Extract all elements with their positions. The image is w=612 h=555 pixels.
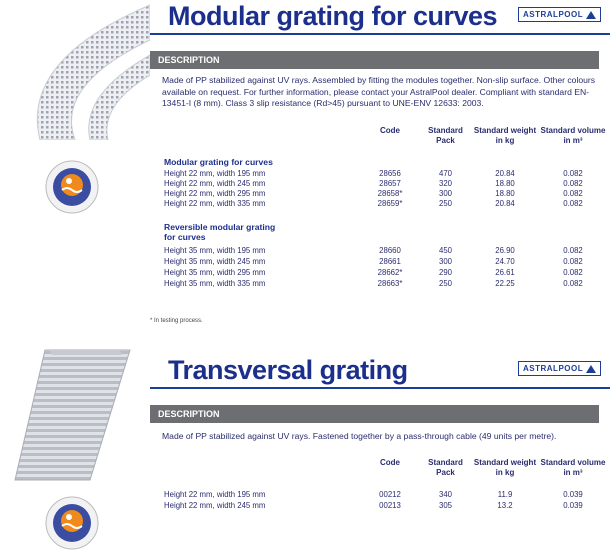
description-text: Made of PP stabilized against UV rays. Fastened together by a pass-through cable (49 units per metre).: [162, 431, 557, 441]
brand-label: ASTRALPOOL: [523, 364, 584, 373]
row-desc: Height 22 mm, width 195 mm: [164, 490, 266, 499]
col-pack-header: [418, 458, 473, 477]
row-code: 28663*: [377, 279, 403, 288]
col-weight-header: [472, 458, 538, 477]
row-volume: 0.082: [563, 189, 583, 198]
row-pack: 320: [438, 179, 452, 188]
group-title: [164, 222, 275, 242]
section-title: Transversal grating: [168, 355, 408, 385]
row-code: 00212: [379, 490, 401, 499]
col-pack-label-2: Pack: [436, 467, 455, 477]
row-pack: 250: [438, 279, 452, 288]
table-row: [0, 257, 612, 267]
row-desc: Height 35 mm, width 295 mm: [164, 268, 266, 277]
col-weight-label-1: Standard weight: [473, 458, 537, 467]
row-code: 28656: [379, 169, 401, 178]
row-weight: 22.25: [495, 279, 515, 288]
row-desc: Height 22 mm, width 335 mm: [164, 199, 266, 208]
col-weight-header: [472, 126, 538, 145]
row-volume: 0.039: [563, 490, 583, 499]
row-weight: 26.90: [495, 246, 515, 255]
triangle-icon: [586, 365, 596, 373]
row-volume: 0.039: [563, 501, 583, 510]
col-volume-header: [538, 458, 608, 477]
row-volume: 0.082: [563, 169, 583, 178]
table-row: [0, 279, 612, 289]
row-desc: Height 22 mm, width 245 mm: [164, 179, 266, 188]
row-pack: 305: [438, 501, 452, 510]
table-row: [0, 189, 612, 199]
row-weight: 20.84: [495, 199, 515, 208]
row-code: 28662*: [377, 268, 403, 277]
row-pack: 340: [438, 490, 452, 499]
row-volume: 0.082: [563, 246, 583, 255]
col-volume-label-1: Standard volume: [540, 458, 606, 467]
col-pack-label-1: Standard: [428, 126, 463, 135]
commercial-pool-badge: [45, 496, 99, 550]
row-code: 28659*: [377, 199, 403, 208]
brand-label: ASTRALPOOL: [523, 10, 584, 19]
col-weight-label-2: in kg: [495, 135, 515, 145]
row-volume: 0.082: [563, 199, 583, 208]
table-row: [0, 169, 612, 179]
row-desc: Height 22 mm, width 245 mm: [164, 501, 266, 510]
astralpool-logo: [518, 361, 601, 376]
group-title-line-1: Reversible modular grating: [164, 222, 276, 232]
table-row: [0, 179, 612, 189]
row-volume: 0.082: [563, 279, 583, 288]
table-row: [0, 246, 612, 256]
page-title: Modular grating for curves: [168, 1, 498, 31]
row-weight: 13.2: [497, 501, 513, 510]
row-pack: 300: [438, 257, 452, 266]
footnote: * In testing process.: [150, 318, 203, 324]
row-code: 28661: [379, 257, 401, 266]
triangle-icon: [586, 11, 596, 19]
row-desc: Height 35 mm, width 335 mm: [164, 279, 266, 288]
col-code-label: Code: [380, 458, 400, 467]
col-code-header: [370, 458, 410, 468]
row-code: 28657: [379, 179, 401, 188]
row-weight: 18.80: [495, 179, 515, 188]
col-code-header: [370, 126, 410, 136]
row-desc: Height 35 mm, width 195 mm: [164, 246, 266, 255]
row-weight: 20.84: [495, 169, 515, 178]
row-pack: 290: [438, 268, 452, 277]
transversal-grating-photo: [10, 345, 140, 485]
description-header: DESCRIPTION: [150, 405, 599, 423]
row-weight: 24.70: [495, 257, 515, 266]
col-pack-header: [418, 126, 473, 145]
row-code: 00213: [379, 501, 401, 510]
row-desc: Height 22 mm, width 295 mm: [164, 189, 266, 198]
group-title: Modular grating for curves: [164, 157, 273, 167]
table-row: [0, 199, 612, 209]
row-weight: 26.61: [495, 268, 515, 277]
row-desc: Height 22 mm, width 195 mm: [164, 169, 266, 178]
col-pack-label-1: Standard: [428, 458, 463, 467]
row-pack: 450: [438, 246, 452, 255]
col-volume-label-2: in m³: [563, 135, 583, 145]
row-volume: 0.082: [563, 257, 583, 266]
table-row: [0, 268, 612, 278]
title-rule: [150, 387, 610, 389]
row-code: 28660: [379, 246, 401, 255]
description-text: Made of PP stabilized against UV rays. Assembled by fitting the modules together. Non-slip surface. Other colours available on request. For further information, please contact your AstralPool dealer. Compliant with standard EN-13451-I (8 mm). Class 3 slip resistance (Rd>45) pursuant to UNE-ENV 12633: 2003.: [162, 75, 596, 108]
row-code: 28658*: [377, 189, 403, 198]
col-weight-label-1: Standard weight: [473, 126, 537, 135]
col-pack-label-2: Pack: [436, 135, 455, 145]
row-volume: 0.082: [563, 179, 583, 188]
astralpool-logo: [518, 7, 601, 22]
col-weight-label-2: in kg: [495, 467, 515, 477]
row-volume: 0.082: [563, 268, 583, 277]
col-volume-label-2: in m³: [563, 467, 583, 477]
title-rule: [150, 33, 610, 35]
row-weight: 11.9: [497, 490, 513, 499]
row-weight: 18.80: [495, 189, 515, 198]
col-volume-label-1: Standard volume: [540, 126, 606, 135]
row-desc: Height 35 mm, width 245 mm: [164, 257, 266, 266]
curved-grating-photo: [0, 0, 150, 140]
row-pack: 300: [438, 189, 452, 198]
description-header: DESCRIPTION: [150, 51, 599, 69]
row-pack: 250: [438, 199, 452, 208]
col-code-label: Code: [380, 126, 400, 135]
group-title-line-2: for curves: [164, 232, 206, 242]
row-pack: 470: [438, 169, 452, 178]
col-volume-header: [538, 126, 608, 145]
